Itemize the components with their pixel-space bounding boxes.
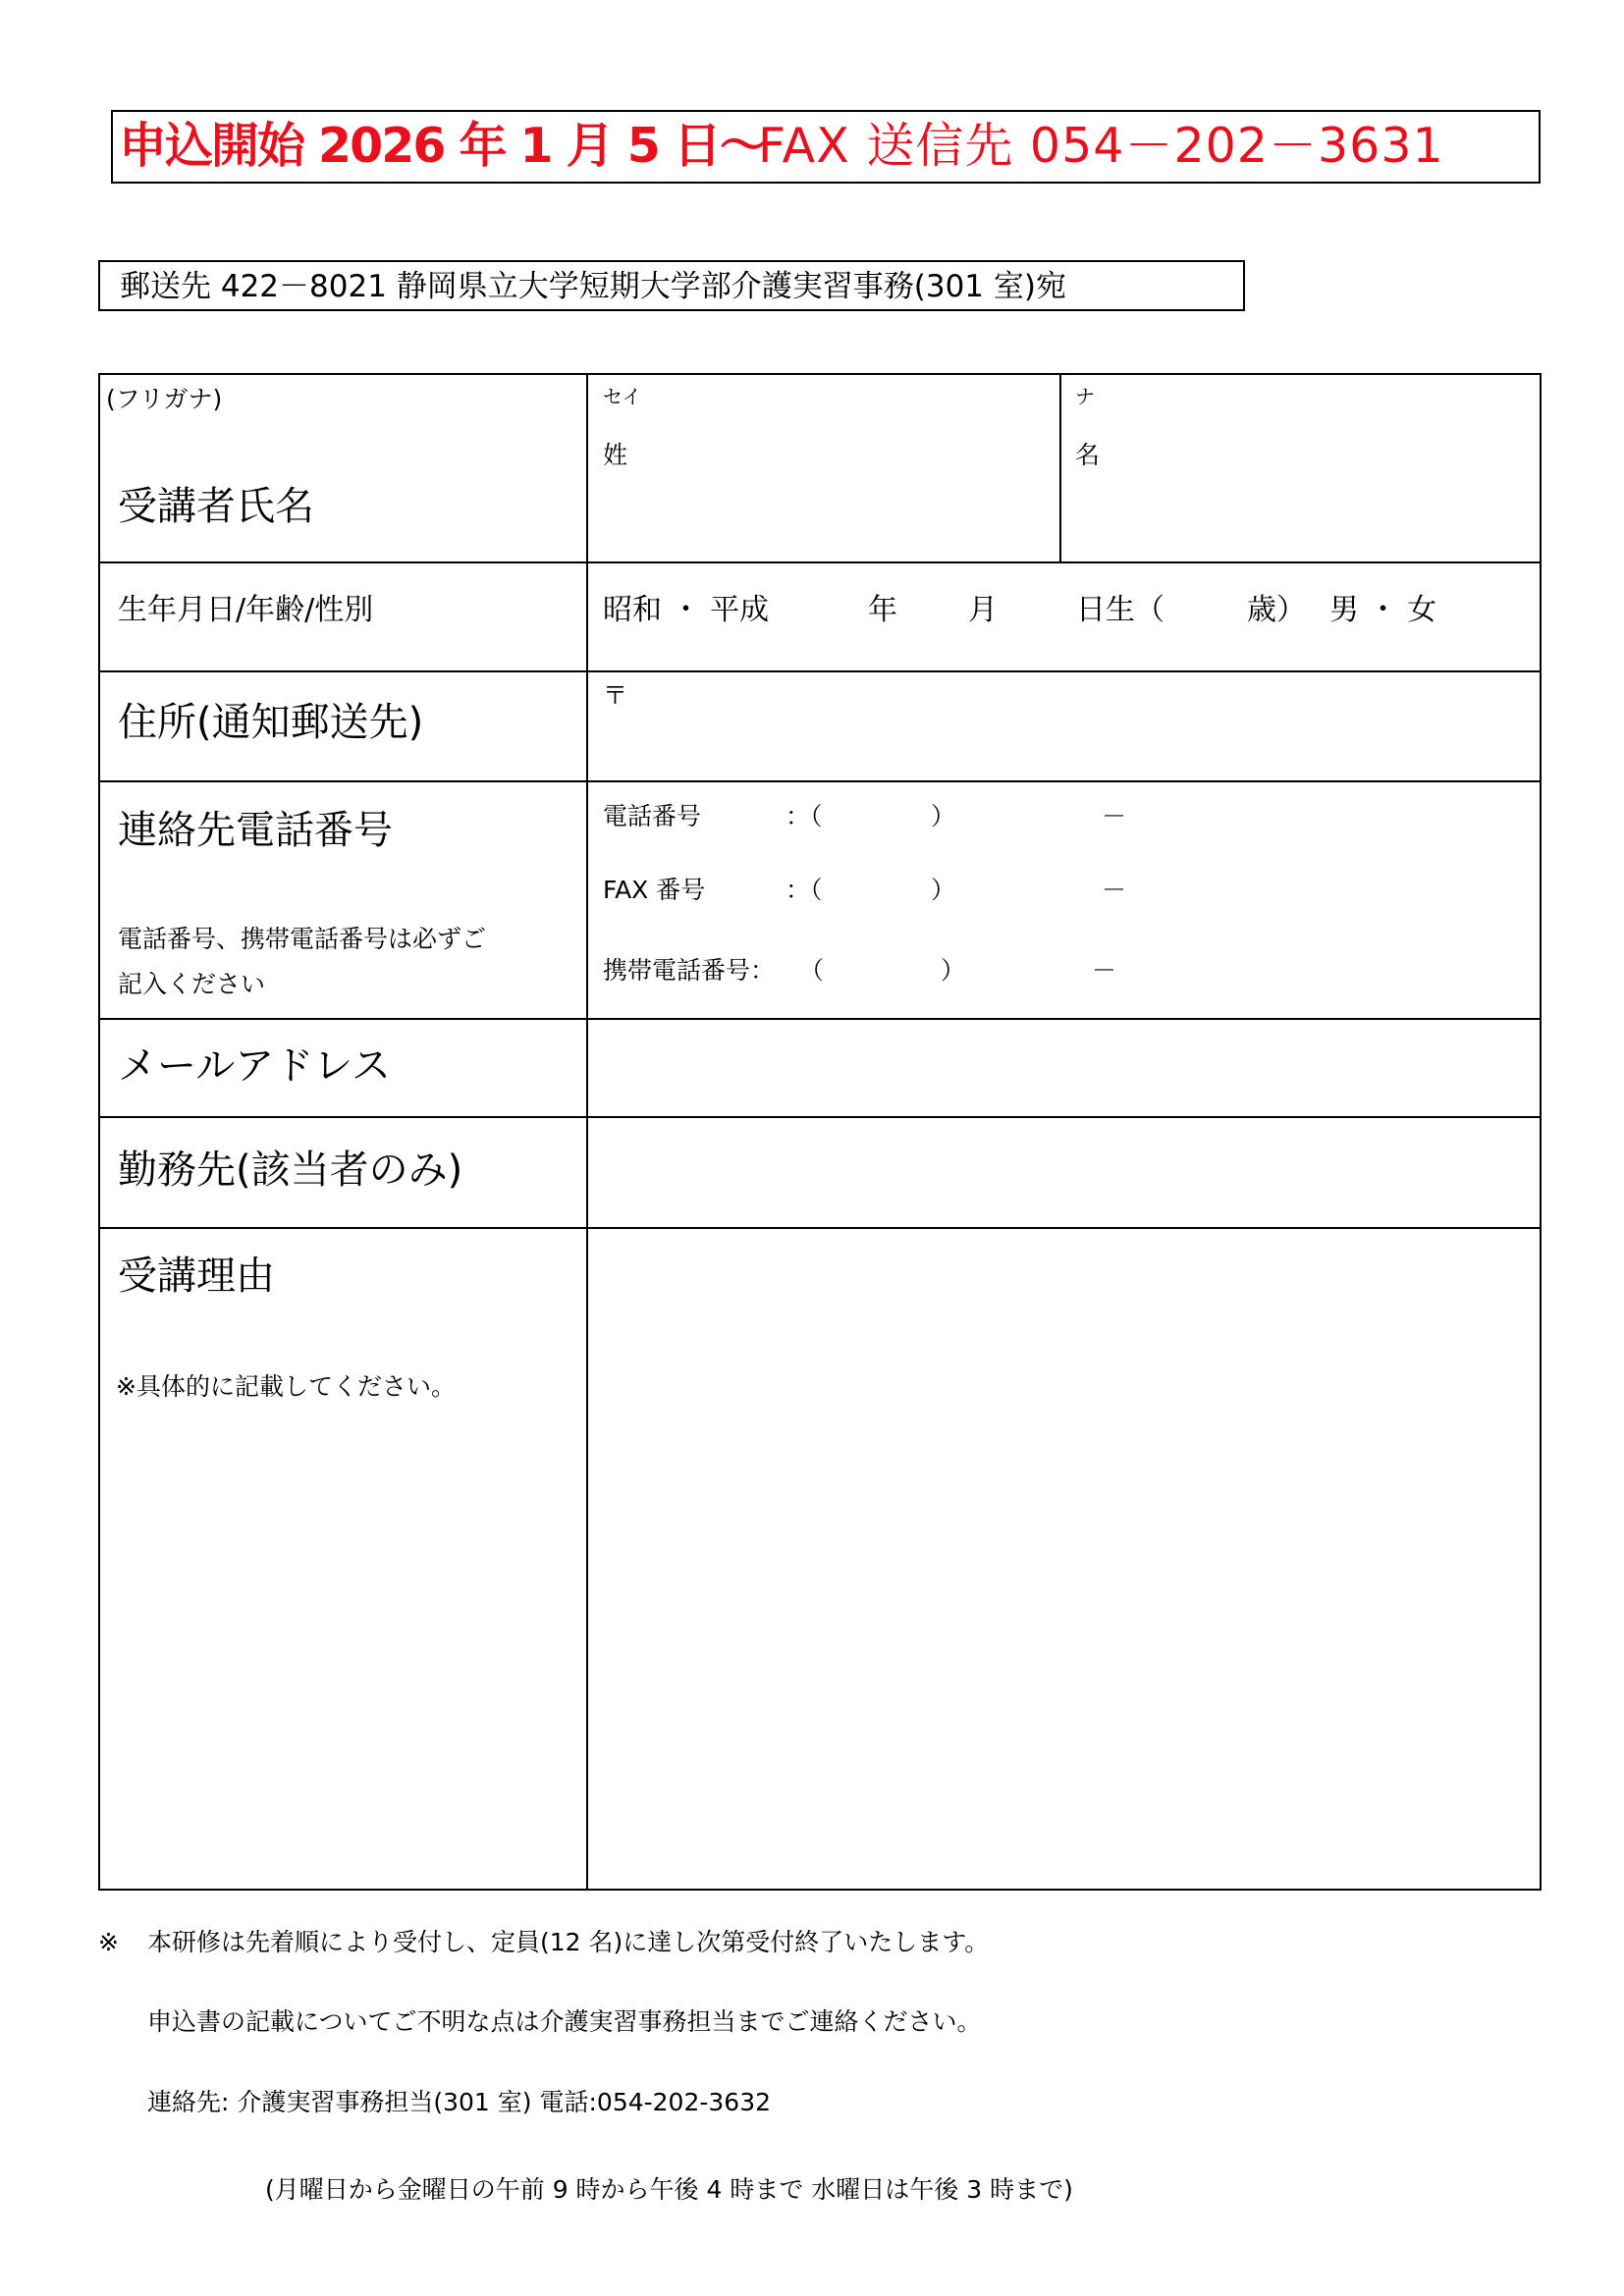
row-divider — [98, 561, 1542, 563]
given-name-label: 名 — [1075, 441, 1101, 469]
mobile-close-paren: ） — [941, 956, 966, 985]
fax-label: FAX 番号 — [603, 876, 706, 904]
name-column-divider — [1059, 373, 1061, 563]
fax-colon: ：（ — [785, 876, 823, 904]
surname-field[interactable] — [589, 481, 1057, 560]
mobile-open-paren: （ — [799, 956, 825, 985]
table-border-top — [98, 373, 1542, 375]
fax-dash: － — [1102, 876, 1127, 904]
day-born-unit: 日生（ — [1076, 593, 1164, 627]
birth-age-gender-label: 生年月日/年齢/性別 — [118, 593, 374, 627]
fax-field[interactable] — [805, 874, 1532, 913]
year-unit: 年 — [868, 593, 897, 627]
email-field[interactable] — [589, 1021, 1538, 1114]
workplace-label: 勤務先(該当者のみ) — [118, 1148, 463, 1193]
reason-field[interactable] — [589, 1230, 1538, 1886]
phone-note-line1: 電話番号、携帯電話番号は必ずご — [118, 925, 487, 953]
table-border-left — [98, 373, 100, 1891]
mobile-field[interactable] — [805, 952, 1532, 991]
email-label: メールアドレス — [118, 1043, 391, 1089]
application-start-date: 申込開始 2026 年 1 月 5 日～ — [119, 118, 766, 174]
applicant-name-label: 受講者氏名 — [118, 484, 314, 529]
mailing-address: 郵送先 422－8021 静岡県立大学短期大学部介護実習事務(301 室)宛 — [120, 269, 1066, 304]
column-divider — [586, 373, 588, 1891]
phone-note-line2: 記入ください — [118, 970, 266, 998]
row-divider — [98, 780, 1542, 782]
row-divider — [98, 1116, 1542, 1118]
address-label: 住所(通知郵送先) — [118, 700, 424, 745]
given-name-field[interactable] — [1062, 481, 1538, 560]
mailing-address-box — [98, 260, 1245, 311]
phone-close-paren: ） — [931, 802, 956, 830]
phone-colon: ：（ — [785, 802, 823, 830]
note-line2: 申込書の記載についてご不明な点は介護実習事務担当までご連絡ください。 — [147, 2007, 982, 2036]
row-divider — [98, 1018, 1542, 1020]
workplace-field[interactable] — [589, 1119, 1538, 1225]
table-border-bottom — [98, 1889, 1542, 1891]
table-border-right — [1540, 373, 1542, 1891]
reason-note: ※具体的に記載してください。 — [116, 1372, 456, 1401]
gender-options[interactable]: 男 ・ 女 — [1329, 593, 1437, 627]
fax-close-paren: ） — [931, 876, 956, 904]
row-divider — [98, 1227, 1542, 1229]
month-unit: 月 — [968, 593, 998, 627]
phone-label: 電話番号 — [603, 802, 702, 830]
reason-label: 受講理由 — [118, 1254, 275, 1299]
address-field[interactable] — [589, 677, 1538, 778]
mobile-dash: － — [1092, 956, 1117, 985]
phone-field[interactable] — [805, 800, 1532, 839]
application-header — [111, 110, 1541, 184]
surname-label: 姓 — [603, 441, 628, 469]
sei-kana-label: セイ — [603, 385, 642, 408]
row-divider — [98, 670, 1542, 672]
age-unit: 歳） — [1247, 593, 1306, 627]
contact-phone-label: 連絡先電話番号 — [118, 808, 393, 853]
note-line1: 本研修は先着順により受付し、定員(12 名)に達し次第受付終了いたします。 — [147, 1928, 990, 1956]
mobile-label: 携帯電話番号： — [603, 956, 776, 985]
contact-info: 連絡先: 介護実習事務担当(301 室) 電話:054-202-3632 — [147, 2088, 772, 2116]
postal-mark: 〒 — [603, 681, 628, 710]
office-hours: (月曜日から金曜日の午前 9 時から午後 4 時まで 水曜日は午後 3 時まで) — [265, 2175, 1073, 2204]
furigana-label: (フリガナ) — [106, 385, 223, 413]
mei-kana-label: ナ — [1075, 385, 1095, 408]
era-options[interactable]: 昭和 ・ 平成 — [603, 593, 770, 627]
fax-destination: FAX 送信先 054－202－3631 — [758, 118, 1444, 174]
phone-dash: － — [1102, 802, 1127, 830]
note-mark: ※ — [98, 1928, 119, 1956]
